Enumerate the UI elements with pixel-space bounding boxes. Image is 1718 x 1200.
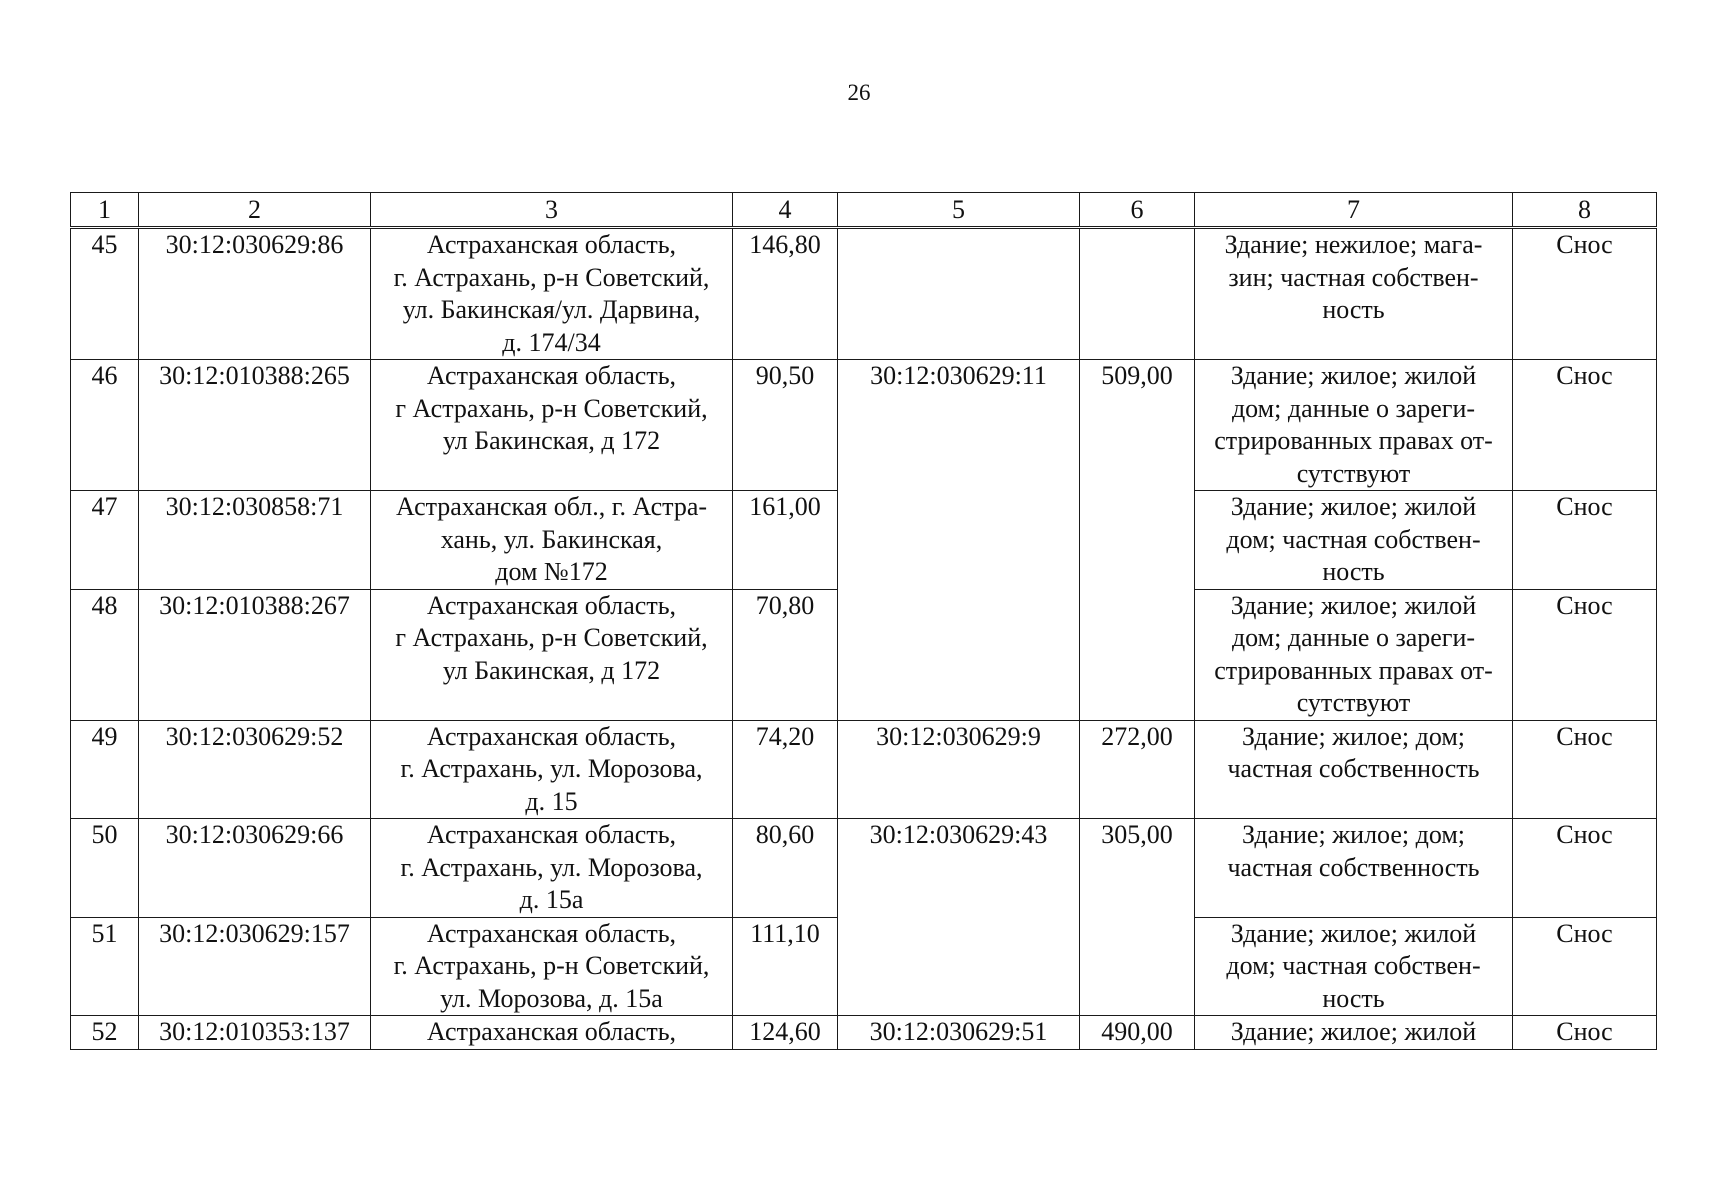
- header-row: [71, 193, 1657, 228]
- header-cell-4: 4: [733, 193, 838, 228]
- building-description: [1195, 917, 1513, 1016]
- header-cell-5: 5: [838, 193, 1080, 228]
- description-line: ность: [1322, 983, 1385, 1013]
- row-number: 51: [71, 917, 139, 1016]
- planned-action: Снос: [1513, 360, 1657, 491]
- planned-action: Снос: [1513, 589, 1657, 720]
- building-area: 111,10: [733, 917, 838, 1016]
- header-cell-6: 6: [1080, 193, 1195, 228]
- address-line: г. Астрахань, р-н Советский,: [393, 951, 710, 980]
- building-cadastral-number: 30:12:030629:157: [139, 917, 371, 1016]
- building-cadastral-number: 30:12:010353:137: [139, 1016, 371, 1050]
- address-line: Астраханская область,: [426, 820, 677, 849]
- table-row: [71, 228, 1657, 360]
- description-line: стрированных правах от-: [1214, 426, 1493, 455]
- planned-action: Снос: [1513, 819, 1657, 918]
- table-row: [71, 360, 1657, 491]
- description-line: Здание; жилое; жилой: [1230, 361, 1477, 390]
- description-line: дом; данные о зареги-: [1231, 393, 1476, 423]
- table-row: [71, 1016, 1657, 1050]
- land-plot-cadastral-number: 30:12:030629:9: [838, 720, 1080, 819]
- row-number: 50: [71, 819, 139, 918]
- address-line: г Астрахань, р-н Советский,: [395, 393, 708, 423]
- table-row: [71, 819, 1657, 918]
- header-cell-7: 7: [1195, 193, 1513, 228]
- row-number: 48: [71, 589, 139, 720]
- address-line: г. Астрахань, ул. Морозова,: [400, 852, 703, 882]
- address-line: Астраханская область,: [426, 361, 677, 390]
- planned-action: Снос: [1513, 1016, 1657, 1050]
- description-line: дом; частная собствен-: [1226, 524, 1481, 554]
- description-line: Здание; жилое; дом;: [1241, 721, 1466, 751]
- address-line: ул Бакинская, д 172: [442, 426, 661, 455]
- description-line: сутствуют: [1296, 688, 1411, 717]
- building-description: [1195, 589, 1513, 720]
- description-line: ность: [1322, 295, 1385, 324]
- building-address: [371, 360, 733, 491]
- building-address: [371, 491, 733, 590]
- address-line: ул. Бакинская/ул. Дарвина,: [402, 295, 701, 324]
- header-cell-1: 1: [71, 193, 139, 228]
- land-plot-cadastral-number: 30:12:030629:11: [838, 360, 1080, 721]
- land-plot-area: 490,00: [1080, 1016, 1195, 1050]
- building-address: [371, 228, 733, 360]
- building-area: 161,00: [733, 491, 838, 590]
- land-plot-cadastral-number: [838, 228, 1080, 360]
- building-cadastral-number: 30:12:030629:86: [139, 228, 371, 360]
- planned-action: Снос: [1513, 720, 1657, 819]
- building-address: [371, 720, 733, 819]
- description-line: Здание; жилое; жилой: [1230, 492, 1477, 521]
- description-line: зин; частная собствен-: [1228, 262, 1479, 292]
- table-row: [71, 720, 1657, 819]
- address-line: д. 15: [525, 786, 578, 816]
- building-description: [1195, 720, 1513, 819]
- address-line: ул Бакинская, д 172: [442, 655, 661, 685]
- address-line: Астраханская область,: [426, 721, 677, 751]
- description-line: ность: [1322, 557, 1385, 586]
- description-line: сутствуют: [1296, 458, 1411, 488]
- description-line: дом; данные о зареги-: [1231, 623, 1476, 652]
- building-area: 90,50: [733, 360, 838, 491]
- address-line: г. Астрахань, р-н Советский,: [393, 262, 710, 292]
- description-line: Здание; нежилое; мага-: [1224, 230, 1483, 259]
- land-plot-area: 509,00: [1080, 360, 1195, 721]
- row-number: 46: [71, 360, 139, 491]
- building-address: [371, 589, 733, 720]
- building-cadastral-number: 30:12:030858:71: [139, 491, 371, 590]
- building-area: 124,60: [733, 1016, 838, 1050]
- address-line: ул. Морозова, д. 15а: [440, 983, 663, 1013]
- building-cadastral-number: 30:12:030629:66: [139, 819, 371, 918]
- building-cadastral-number: 30:12:030629:52: [139, 720, 371, 819]
- building-area: 70,80: [733, 589, 838, 720]
- building-cadastral-number: 30:12:010388:265: [139, 360, 371, 491]
- building-address: [371, 819, 733, 918]
- description-line: частная собственность: [1227, 754, 1480, 783]
- land-plot-cadastral-number: 30:12:030629:51: [838, 1016, 1080, 1050]
- description-line: Здание; жилое; дом;: [1241, 820, 1466, 849]
- description-line: частная собственность: [1227, 852, 1480, 882]
- building-description: [1195, 491, 1513, 590]
- row-number: 52: [71, 1016, 139, 1050]
- building-description: [1195, 1016, 1513, 1050]
- land-plot-area: [1080, 228, 1195, 360]
- building-description: [1195, 228, 1513, 360]
- building-area: 80,60: [733, 819, 838, 918]
- description-line: Здание; жилое; жилой: [1230, 590, 1477, 620]
- description-line: стрированных правах от-: [1214, 655, 1493, 685]
- address-line: дом №172: [495, 557, 608, 586]
- row-number: 49: [71, 720, 139, 819]
- address-line: г Астрахань, р-н Советский,: [395, 623, 708, 652]
- address-line: Астраханская обл., г. Астра-: [395, 492, 708, 521]
- planned-action: Снос: [1513, 917, 1657, 1016]
- building-address: [371, 917, 733, 1016]
- header-cell-8: 8: [1513, 193, 1657, 228]
- building-description: [1195, 819, 1513, 918]
- description-line: дом; частная собствен-: [1226, 951, 1481, 980]
- address-line: хань, ул. Бакинская,: [440, 524, 663, 554]
- row-number: 45: [71, 228, 139, 360]
- building-area: 74,20: [733, 720, 838, 819]
- header-cell-2: 2: [139, 193, 371, 228]
- address-line: Астраханская область,: [426, 230, 677, 259]
- building-address: [371, 1016, 733, 1050]
- building-description: [1195, 360, 1513, 491]
- building-area: 146,80: [733, 228, 838, 360]
- land-plot-area: 272,00: [1080, 720, 1195, 819]
- planned-action: Снос: [1513, 491, 1657, 590]
- address-line: д. 15а: [519, 885, 584, 914]
- address-line: Астраханская область,: [426, 590, 677, 620]
- address-line: Астраханская область,: [426, 1017, 677, 1046]
- header-cell-3: 3: [371, 193, 733, 228]
- land-plot-area: 305,00: [1080, 819, 1195, 1016]
- building-cadastral-number: 30:12:010388:267: [139, 589, 371, 720]
- land-plot-cadastral-number: 30:12:030629:43: [838, 819, 1080, 1016]
- page-number: 26: [847, 80, 871, 105]
- objects-table: [70, 192, 1657, 1050]
- planned-action: Снос: [1513, 228, 1657, 360]
- row-number: 47: [71, 491, 139, 590]
- address-line: г. Астрахань, ул. Морозова,: [400, 754, 703, 783]
- description-line: Здание; жилое; жилой: [1230, 1017, 1477, 1046]
- address-line: Астраханская область,: [426, 918, 677, 948]
- address-line: д. 174/34: [502, 327, 601, 357]
- description-line: Здание; жилое; жилой: [1230, 918, 1477, 948]
